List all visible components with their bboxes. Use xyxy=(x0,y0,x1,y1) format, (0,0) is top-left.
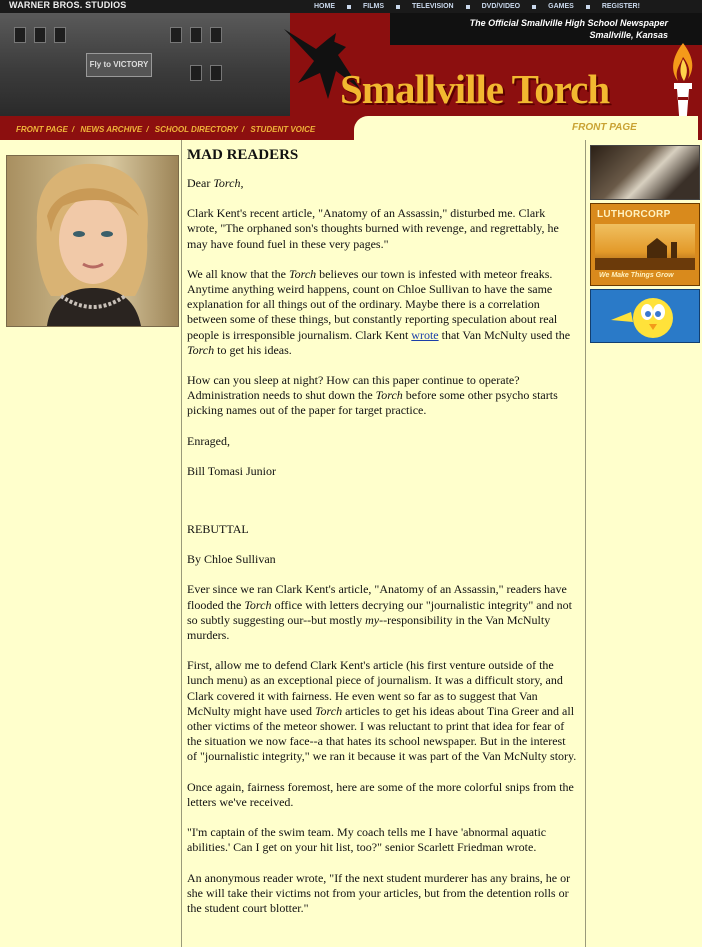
article-body xyxy=(187,146,577,931)
letter-signature: Bill Tomasi Junior xyxy=(187,463,276,478)
rebuttal-paragraph: An anonymous reader wrote, "If the next student murderer has any brains, he or she will take their victims not from your articles, but from the detention rolls or the student court blotter." xyxy=(187,870,571,915)
emphasis: Torch, xyxy=(213,176,244,190)
studio-top-bar xyxy=(0,0,702,13)
smallville-torch-logo[interactable]: Smallville Torch xyxy=(340,66,610,112)
current-section-tab xyxy=(354,116,698,140)
subnav-front-page[interactable]: FRONT PAGE xyxy=(16,125,68,134)
nav-home[interactable] xyxy=(314,3,363,10)
text: office with letters decrying our "journalistic integrity" and not so subtly suggesting our--but mostly xyxy=(187,597,572,627)
nav-label: REGISTER! xyxy=(601,3,640,10)
window-shape xyxy=(14,27,26,43)
rebuttal-heading: REBUTTAL xyxy=(187,522,249,537)
spacer xyxy=(187,494,577,522)
separator-square-icon xyxy=(586,5,590,9)
separator-square-icon xyxy=(532,5,536,9)
window-shape xyxy=(34,27,46,43)
emphasis: Torch xyxy=(289,266,317,281)
text: before some other psycho starts picking names out of the paper for target practice. xyxy=(187,388,558,418)
text: First, allow me to defend Clark Kent's article (his first venture outside of the lunch menu) as an exceptional piece of journalism. It was a difficult story, and Clark covered it with fairness. He even went so far as to suggest that Van McNulty might have used xyxy=(187,658,563,718)
cartoon-bird-ad[interactable] xyxy=(590,289,700,343)
letter-paragraph xyxy=(187,267,577,358)
rebuttal-paragraph: "I'm captain of the swim team. My coach tells me I have 'abnormal aquatic abilities.' Can I get on your hit list, too?" senior Scarlett Friedman wrote. xyxy=(187,825,547,855)
window-shape xyxy=(170,27,182,43)
subnav-separator: / xyxy=(241,125,245,134)
subnav-separator: / xyxy=(71,125,75,134)
text: -responsibility in the Van McNulty murders. xyxy=(187,612,551,643)
window-shape xyxy=(210,65,222,81)
letter-closing: Enraged, xyxy=(187,433,230,448)
emphasis: Torch xyxy=(375,388,403,403)
school-building-photo xyxy=(0,13,290,116)
right-column-divider xyxy=(585,140,586,947)
tagline-line1: The Official Smallville High School Newspaper xyxy=(469,18,668,28)
left-column-divider xyxy=(181,140,182,947)
subnav-news-archive[interactable]: NEWS ARCHIVE xyxy=(80,125,143,134)
nav-label: HOME xyxy=(314,3,335,10)
subnav-separator: / xyxy=(146,125,149,134)
warner-bros-logo[interactable]: WARNER BROS. STUDIOS xyxy=(9,0,127,10)
subnav-student-voice[interactable]: STUDENT VOICE xyxy=(250,125,316,134)
current-section-label: FRONT PAGE xyxy=(572,122,637,133)
nav-label: GAMES xyxy=(548,3,574,10)
barn-icon xyxy=(595,224,695,270)
text: that Van McNulty used the xyxy=(438,327,571,342)
yellow-bird-icon xyxy=(591,290,699,342)
promo-banner-photo[interactable] xyxy=(590,145,700,200)
text: Dear xyxy=(187,176,214,190)
farm-landscape-image xyxy=(595,224,695,270)
tagline-line2: Smallville, Kansas xyxy=(589,30,668,40)
luthorcorp-title: LUTHORCORP xyxy=(597,209,671,220)
nav-films[interactable] xyxy=(363,3,412,10)
nav-dvd-video[interactable] xyxy=(482,3,549,10)
letter-salutation xyxy=(187,176,577,191)
text: We all know that the xyxy=(187,266,290,281)
nav-register[interactable] xyxy=(602,3,640,10)
rebuttal-byline: By Chloe Sullivan xyxy=(187,552,276,567)
nav-label: TELEVISION xyxy=(412,3,454,10)
text: Ever since we ran Clark Kent's article, "Anatomy of an Assassin," readers have flooded the xyxy=(187,582,567,612)
portrait-illustration xyxy=(7,156,178,326)
masthead xyxy=(0,13,702,140)
studio-nav xyxy=(314,0,640,13)
wrote-link[interactable]: wrote xyxy=(411,327,439,342)
building-sign: Fly to VICTORY xyxy=(86,53,152,77)
luthorcorp-ad[interactable] xyxy=(590,203,700,286)
author-portrait-photo xyxy=(6,155,179,327)
separator-square-icon xyxy=(396,5,400,9)
nav-label: FILMS xyxy=(363,3,384,10)
rebuttal-paragraph: Once again, fairness foremost, here are some of the more colorful snips from the letters we've received. xyxy=(187,779,574,809)
text: How can you sleep at night? How can this paper continue to operate? Administration needs to shut down the xyxy=(187,373,520,403)
text: believes our town is infested with meteor freaks. Anytime anything weird happens, count on Chloe Sullivan to have the same explanation for all things out of the ordinary. Maybe there is a correlation between some of these things, but constantly reporting speculation about real people is irresponsible journalism. Clark Kent xyxy=(187,266,558,342)
rebuttal-paragraph xyxy=(187,658,577,764)
text: to get his ideas. xyxy=(214,342,292,357)
window-shape xyxy=(210,27,222,43)
letter-paragraph: Clark Kent's recent article, "Anatomy of an Assassin," disturbed me. Clark wrote, "The orphaned son's thoughts burned with revenge, and regrettably, he may have found fuel in these very pages." xyxy=(187,206,559,251)
separator-square-icon xyxy=(466,5,470,9)
window-shape xyxy=(190,27,202,43)
section-nav xyxy=(16,125,315,134)
nav-television[interactable] xyxy=(412,3,482,10)
emphasis: Torch xyxy=(187,342,215,357)
article-title: MAD READERS xyxy=(187,147,299,163)
emphasis: Torch xyxy=(244,597,272,612)
text: articles to get his ideas about Tina Greer and all other victims of the meteor shower. I was reluctant to print that idea for fear of the situation we now face--a that hates its school newspaper. But in the interest of "journalistic integrity," we ran it because it was part of the Van McNulty story. xyxy=(187,703,577,764)
nav-games[interactable] xyxy=(548,3,602,10)
luthorcorp-tagline: We Make Things Grow xyxy=(599,272,674,279)
subnav-school-directory[interactable]: SCHOOL DIRECTORY xyxy=(154,125,238,134)
rebuttal-paragraph xyxy=(187,582,577,643)
window-shape xyxy=(54,27,66,43)
separator-square-icon xyxy=(347,5,351,9)
nav-label: DVD/VIDEO xyxy=(481,3,521,10)
window-shape xyxy=(190,65,202,81)
emphasis: my- xyxy=(365,612,384,627)
letter-paragraph xyxy=(187,373,577,419)
tagline xyxy=(470,17,668,41)
emphasis: Torch xyxy=(314,703,343,718)
